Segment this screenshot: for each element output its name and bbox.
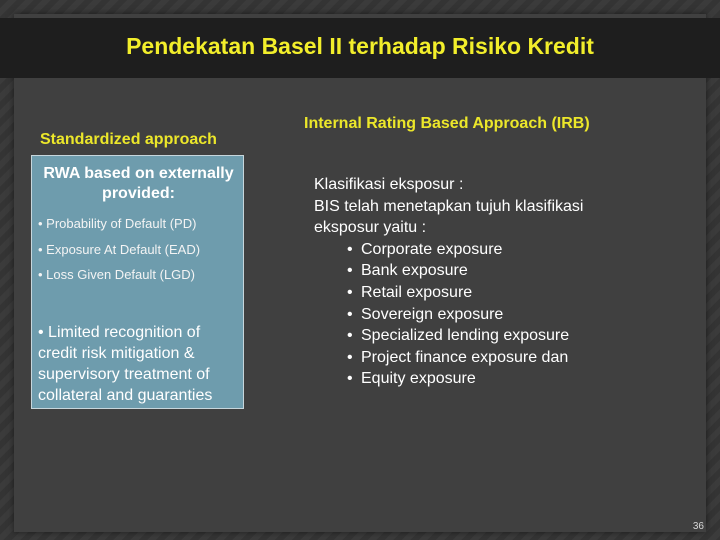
page-number: 36	[692, 521, 704, 532]
bullet-icon: •	[347, 327, 353, 345]
bullet-credit-risk-mitigation: • Limited recognition of credit risk mitigation & supervisory treatment of collateral and guaranties	[38, 324, 213, 404]
list-item: • Corporate exposure	[314, 239, 644, 261]
list-item: • Project finance exposure dan	[314, 347, 644, 369]
bullet-icon: •	[347, 370, 353, 388]
standardized-approach-box	[31, 155, 244, 409]
exposure-list	[314, 239, 644, 390]
list-item: • Equity exposure	[314, 368, 644, 390]
list-item: • Specialized lending exposure	[314, 325, 644, 347]
bullet-lgd: • Loss Given Default (LGD)	[38, 267, 195, 282]
irb-intro-line2: BIS telah menetapkan tujuh klasifikasi eksposur yaitu :	[314, 197, 584, 237]
standardized-approach-heading: Standardized approach	[40, 131, 217, 148]
bullet-icon: •	[347, 262, 353, 280]
bullet-icon: •	[347, 283, 353, 301]
box-heading: RWA based on externally provided:	[43, 165, 234, 202]
list-item: • Bank exposure	[314, 260, 644, 282]
list-item: • Retail exposure	[314, 282, 644, 304]
bullet-icon: •	[347, 240, 353, 258]
bullet-icon: •	[347, 305, 353, 323]
bullet-pd: • Probability of Default (PD)	[38, 216, 197, 231]
list-item: • Sovereign exposure	[314, 304, 644, 326]
irb-heading: Internal Rating Based Approach (IRB)	[304, 115, 590, 132]
irb-intro-line1: Klasifikasi eksposur :	[314, 176, 464, 193]
irb-content	[314, 174, 644, 390]
bullet-icon: •	[347, 348, 353, 366]
slide-title: Pendekatan Basel II terhadap Risiko Kredit	[126, 33, 594, 59]
bullet-ead: • Exposure At Default (EAD)	[38, 242, 201, 257]
